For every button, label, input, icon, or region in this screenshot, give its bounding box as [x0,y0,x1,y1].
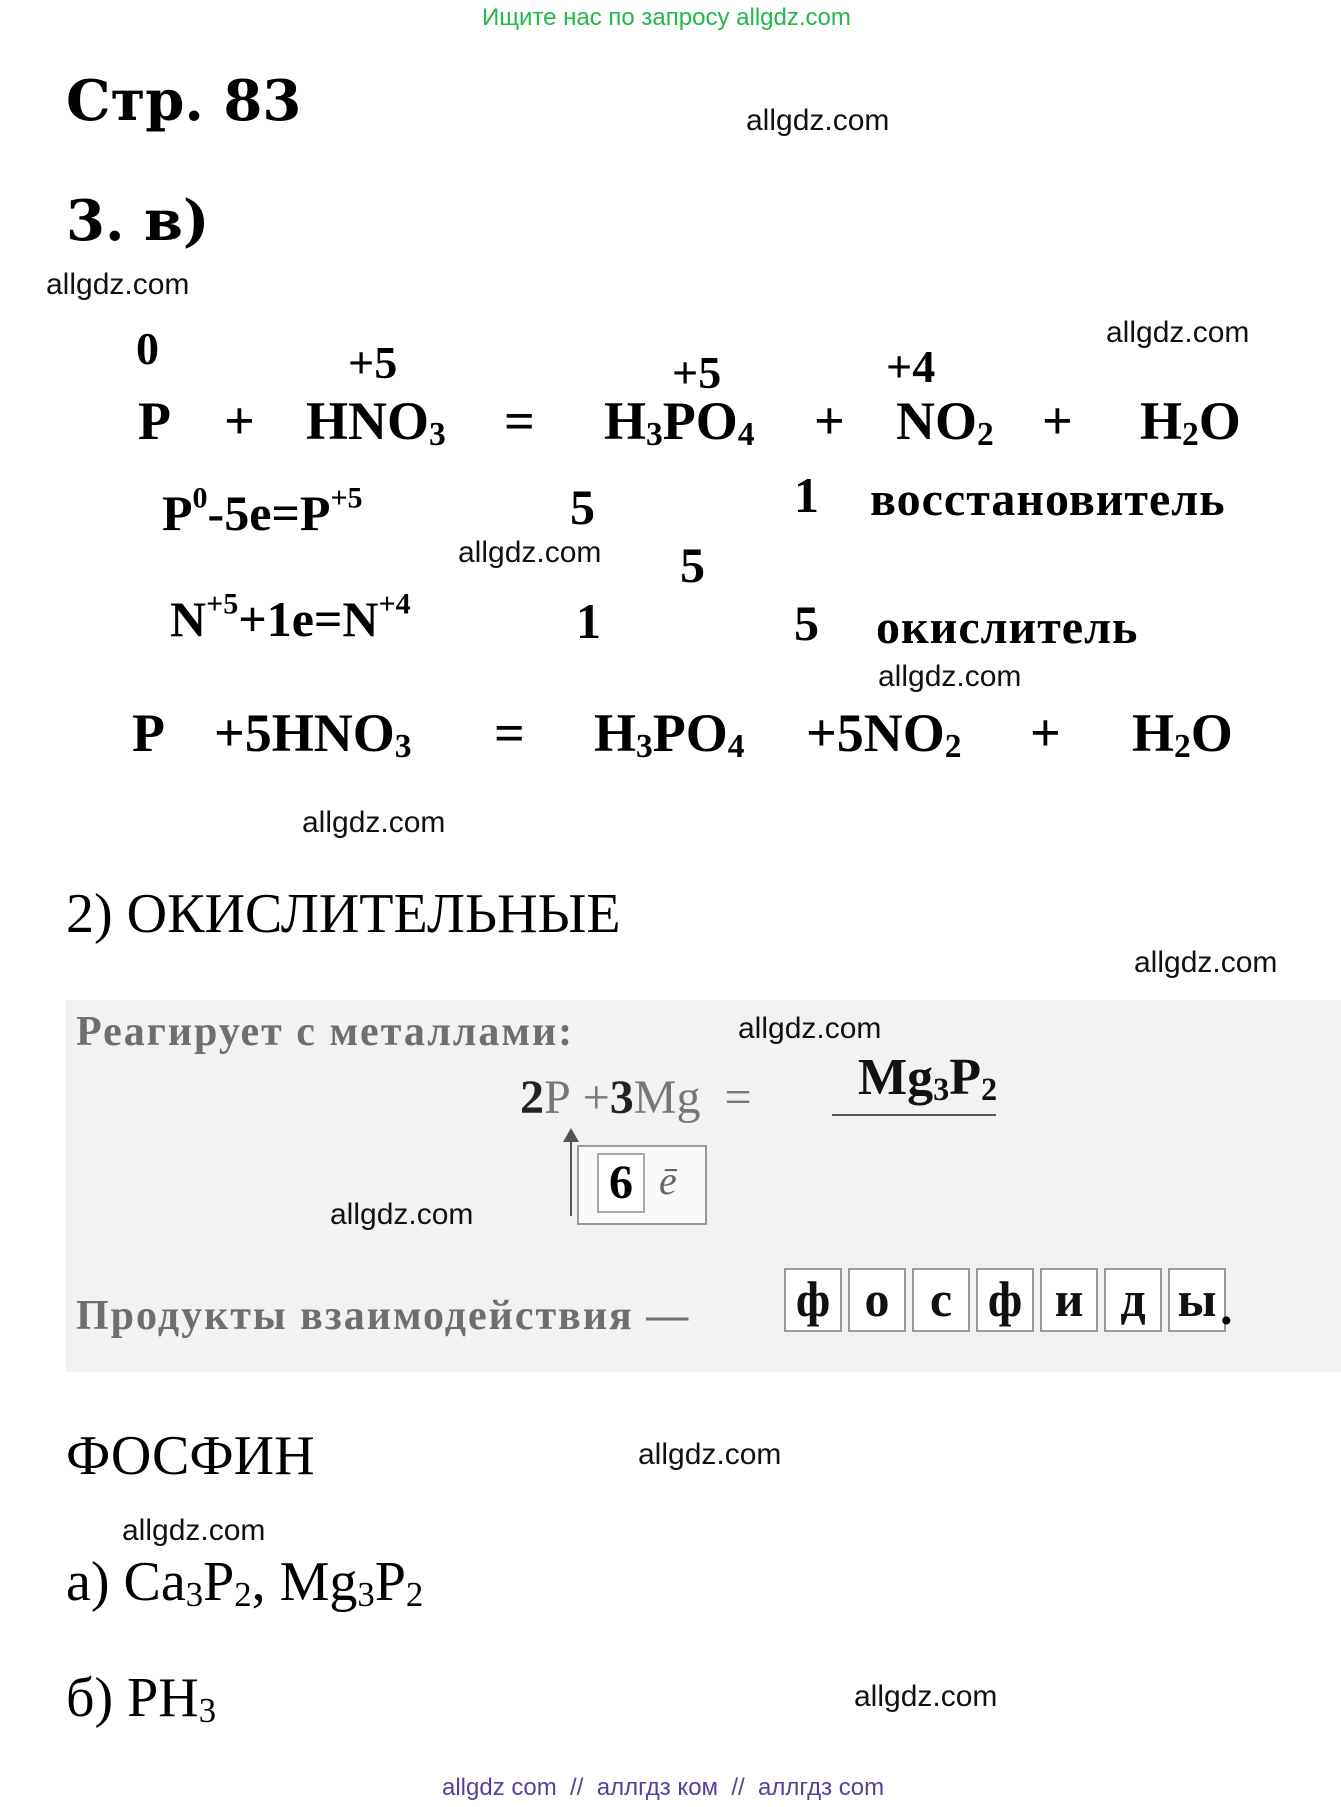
react-with-metals-text: Реагирует с металлами: [76,1009,575,1055]
letter-boxes [784,1268,1226,1332]
electron-transfer-box [577,1145,707,1225]
equation-unbalanced [138,390,171,452]
plus-sign: + [814,391,845,451]
formula-HNO3-balanced: $+5HNO_3$ [214,703,412,766]
watermark: allgdz.com [746,104,890,137]
role-label: окислитель [876,601,1139,654]
watermark: allgdz.com [46,268,190,301]
electrons-count: 1 [576,593,601,649]
reaction-P-Mg: 2P +3Mg = [520,1071,752,1124]
equals-sign: = [494,703,525,763]
watermark: allgdz.com [458,536,602,569]
ox-state-H3PO4: +5 [672,347,722,398]
electron-count: 6 [597,1153,645,1213]
letter-box: ф [976,1268,1034,1332]
formula-HNO3: $HNO_3$ [306,391,446,454]
letter-box: с [912,1268,970,1332]
watermark: allgdz.com [854,1680,998,1713]
letter-box: ы [1168,1268,1226,1332]
period: . [1220,1279,1233,1335]
formula-NO2: $NO_2$ [896,391,994,454]
plus-sign: + [1042,391,1073,451]
watermark: allgdz.com [122,1514,266,1547]
role-label: восстановитель [870,473,1226,526]
products-text: Продукты взаимодействия — [76,1293,691,1339]
plus-sign: + [224,391,255,451]
arrow-up-icon [570,1140,572,1216]
formula-H3PO4: $H_3PO_4$ [604,391,755,454]
letter-box: и [1040,1268,1098,1332]
letter-box: ф [784,1268,842,1332]
task-label: 3. в) [66,188,210,254]
answer-oxidizing: 2) ОКИСЛИТЕЛЬНЫЕ [66,883,621,945]
watermark: allgdz.com [330,1198,474,1231]
top-banner: Ищите нас по запросу allgdz.com [482,4,851,31]
answer-b: б) $PH_3$ [66,1667,217,1731]
half-reaction-reduction: $N^{+5}+1e=N^{+4}$ [170,587,411,647]
watermark: allgdz.com [638,1438,782,1471]
answer-a: а) $Ca_3P_2$, $Mg_3P_2$ [66,1551,424,1615]
watermark: allgdz.com [738,1012,882,1045]
letter-box: д [1104,1268,1162,1332]
formula-H3PO4: $H_3PO_4$ [594,703,745,766]
ox-state-NO2: +4 [886,341,936,392]
electron-symbol: ē [659,1158,677,1203]
ox-state-HNO3: +5 [348,337,398,388]
formula-NO2-balanced: $+5NO_2$ [806,703,962,766]
watermark: allgdz.com [878,660,1022,693]
electrons-count: 5 [570,479,595,535]
watermark: allgdz.com [302,806,446,839]
balance-factor: 1 [794,467,819,523]
product-Mg3P2: $Mg_3P_2$ [858,1049,998,1107]
formula-P: P [138,391,171,451]
watermark: allgdz.com [1134,946,1278,979]
balance-factor: 5 [794,595,819,651]
answer-underline [832,1114,996,1116]
footer-links: allgdz com // аллгдз ком // аллгдз com [442,1774,885,1801]
page-heading: Стр. 83 [66,68,302,134]
ox-state-P: 0 [136,323,159,374]
letter-box: о [848,1268,906,1332]
equals-sign: = [504,391,535,451]
formula-P: P [132,703,165,763]
lcm-value: 5 [680,537,705,593]
watermark: allgdz.com [1106,316,1250,349]
half-reaction-oxidation: $P^0-5e=P^{+5}$ [162,481,363,541]
phosphine-heading: ФОСФИН [66,1425,315,1487]
formula-H2O: $H_2O$ [1140,391,1241,454]
plus-sign: + [1030,703,1061,763]
formula-H2O: $H_2O$ [1132,703,1233,766]
